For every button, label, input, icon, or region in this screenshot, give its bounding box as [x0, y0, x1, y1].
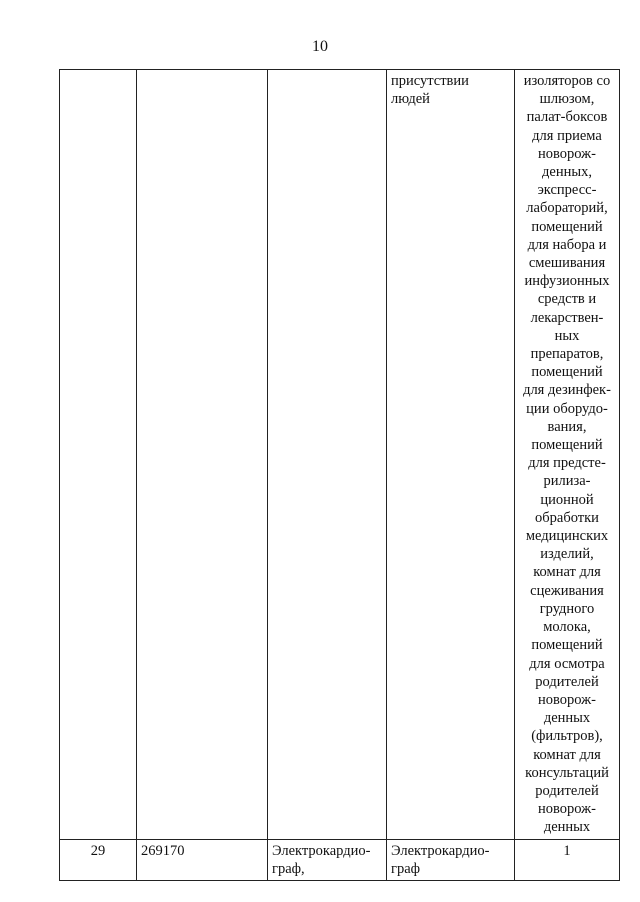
cell-requirements — [515, 70, 620, 840]
equipment-table — [59, 69, 620, 881]
cell-number: 29 — [60, 839, 137, 880]
cell-description — [387, 839, 515, 880]
cell-text: присутствии людей — [391, 73, 469, 108]
cell-code: 269170 — [137, 839, 268, 880]
cell-number — [60, 70, 137, 840]
cell-name — [268, 839, 387, 880]
cell-text: Электрокардио- граф — [391, 842, 490, 877]
page-number: 10 — [312, 38, 328, 55]
cell-code — [137, 70, 268, 840]
table-row-29 — [60, 839, 620, 880]
table-row-continued — [60, 70, 620, 840]
cell-description — [387, 70, 515, 840]
cell-text: изоляторов со шлюзом, палат-боксов для приема новорож- денных, экспресс- лабораторий, помещений для набора и смешивания инфузионных средств и лекарствен- ных препаратов, помещений для дезинфек- ции оборудо- вания, помещений для предсте- рилиза- ционной обработки медицинских изделий, комнат для сцеживания грудного молока, помещений для осмотра родителей новорож- денных (фильтров), комнат для консультаций родителей новорож- денных — [523, 73, 611, 836]
cell-name — [268, 70, 387, 840]
cell-quantity: 1 — [515, 839, 620, 880]
cell-text: Электрокардио- граф, — [272, 842, 371, 877]
